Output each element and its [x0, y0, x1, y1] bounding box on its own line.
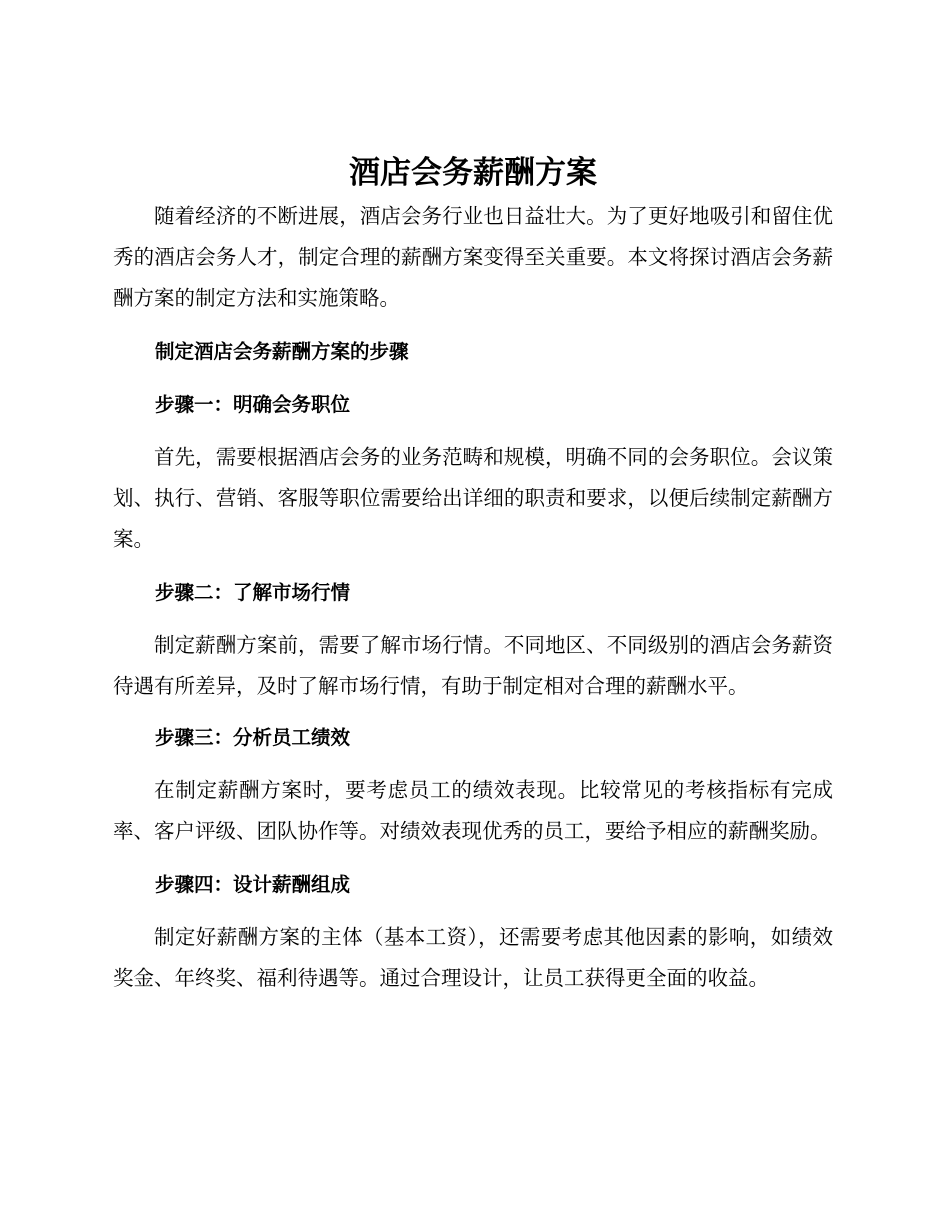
step-2-heading: 步骤二：了解市场行情 — [155, 581, 351, 604]
step-3-body: 在制定薪酬方案时，要考虑员工的绩效表现。比较常见的考核指标有完成率、客户评级、团队协作等。对绩效表现优秀的员工，要给予相应的薪酬奖励。 — [113, 778, 833, 843]
step-1-heading: 步骤一：明确会务职位 — [155, 393, 351, 416]
document-page — [113, 150, 833, 999]
intro-paragraph: 随着经济的不断进展，酒店会务行业也日益壮大。为了更好地吸引和留住优秀的酒店会务人才，制定合理的薪酬方案变得至关重要。本文将探讨酒店会务薪酬方案的制定方法和实施策略。 — [113, 204, 833, 310]
step-4-body: 制定好薪酬方案的主体（基本工资），还需要考虑其他因素的影响，如绩效奖金、年终奖、福利待遇等。通过合理设计，让员工获得更全面的收益。 — [113, 925, 833, 990]
step-3-heading: 步骤三：分析员工绩效 — [155, 726, 351, 749]
step-2-body: 制定薪酬方案前，需要了解市场行情。不同地区、不同级别的酒店会务薪资待遇有所差异，及时了解市场行情，有助于制定相对合理的薪酬水平。 — [113, 633, 833, 698]
section-heading: 制定酒店会务薪酬方案的步骤 — [155, 340, 409, 363]
step-1-body: 首先，需要根据酒店会务的业务范畴和规模，明确不同的会务职位。会议策划、执行、营销、客服等职位需要给出详细的职责和要求，以便后续制定薪酬方案。 — [113, 445, 833, 551]
step-4-heading: 步骤四：设计薪酬组成 — [155, 873, 351, 896]
document-title: 酒店会务薪酬方案 — [349, 155, 597, 191]
